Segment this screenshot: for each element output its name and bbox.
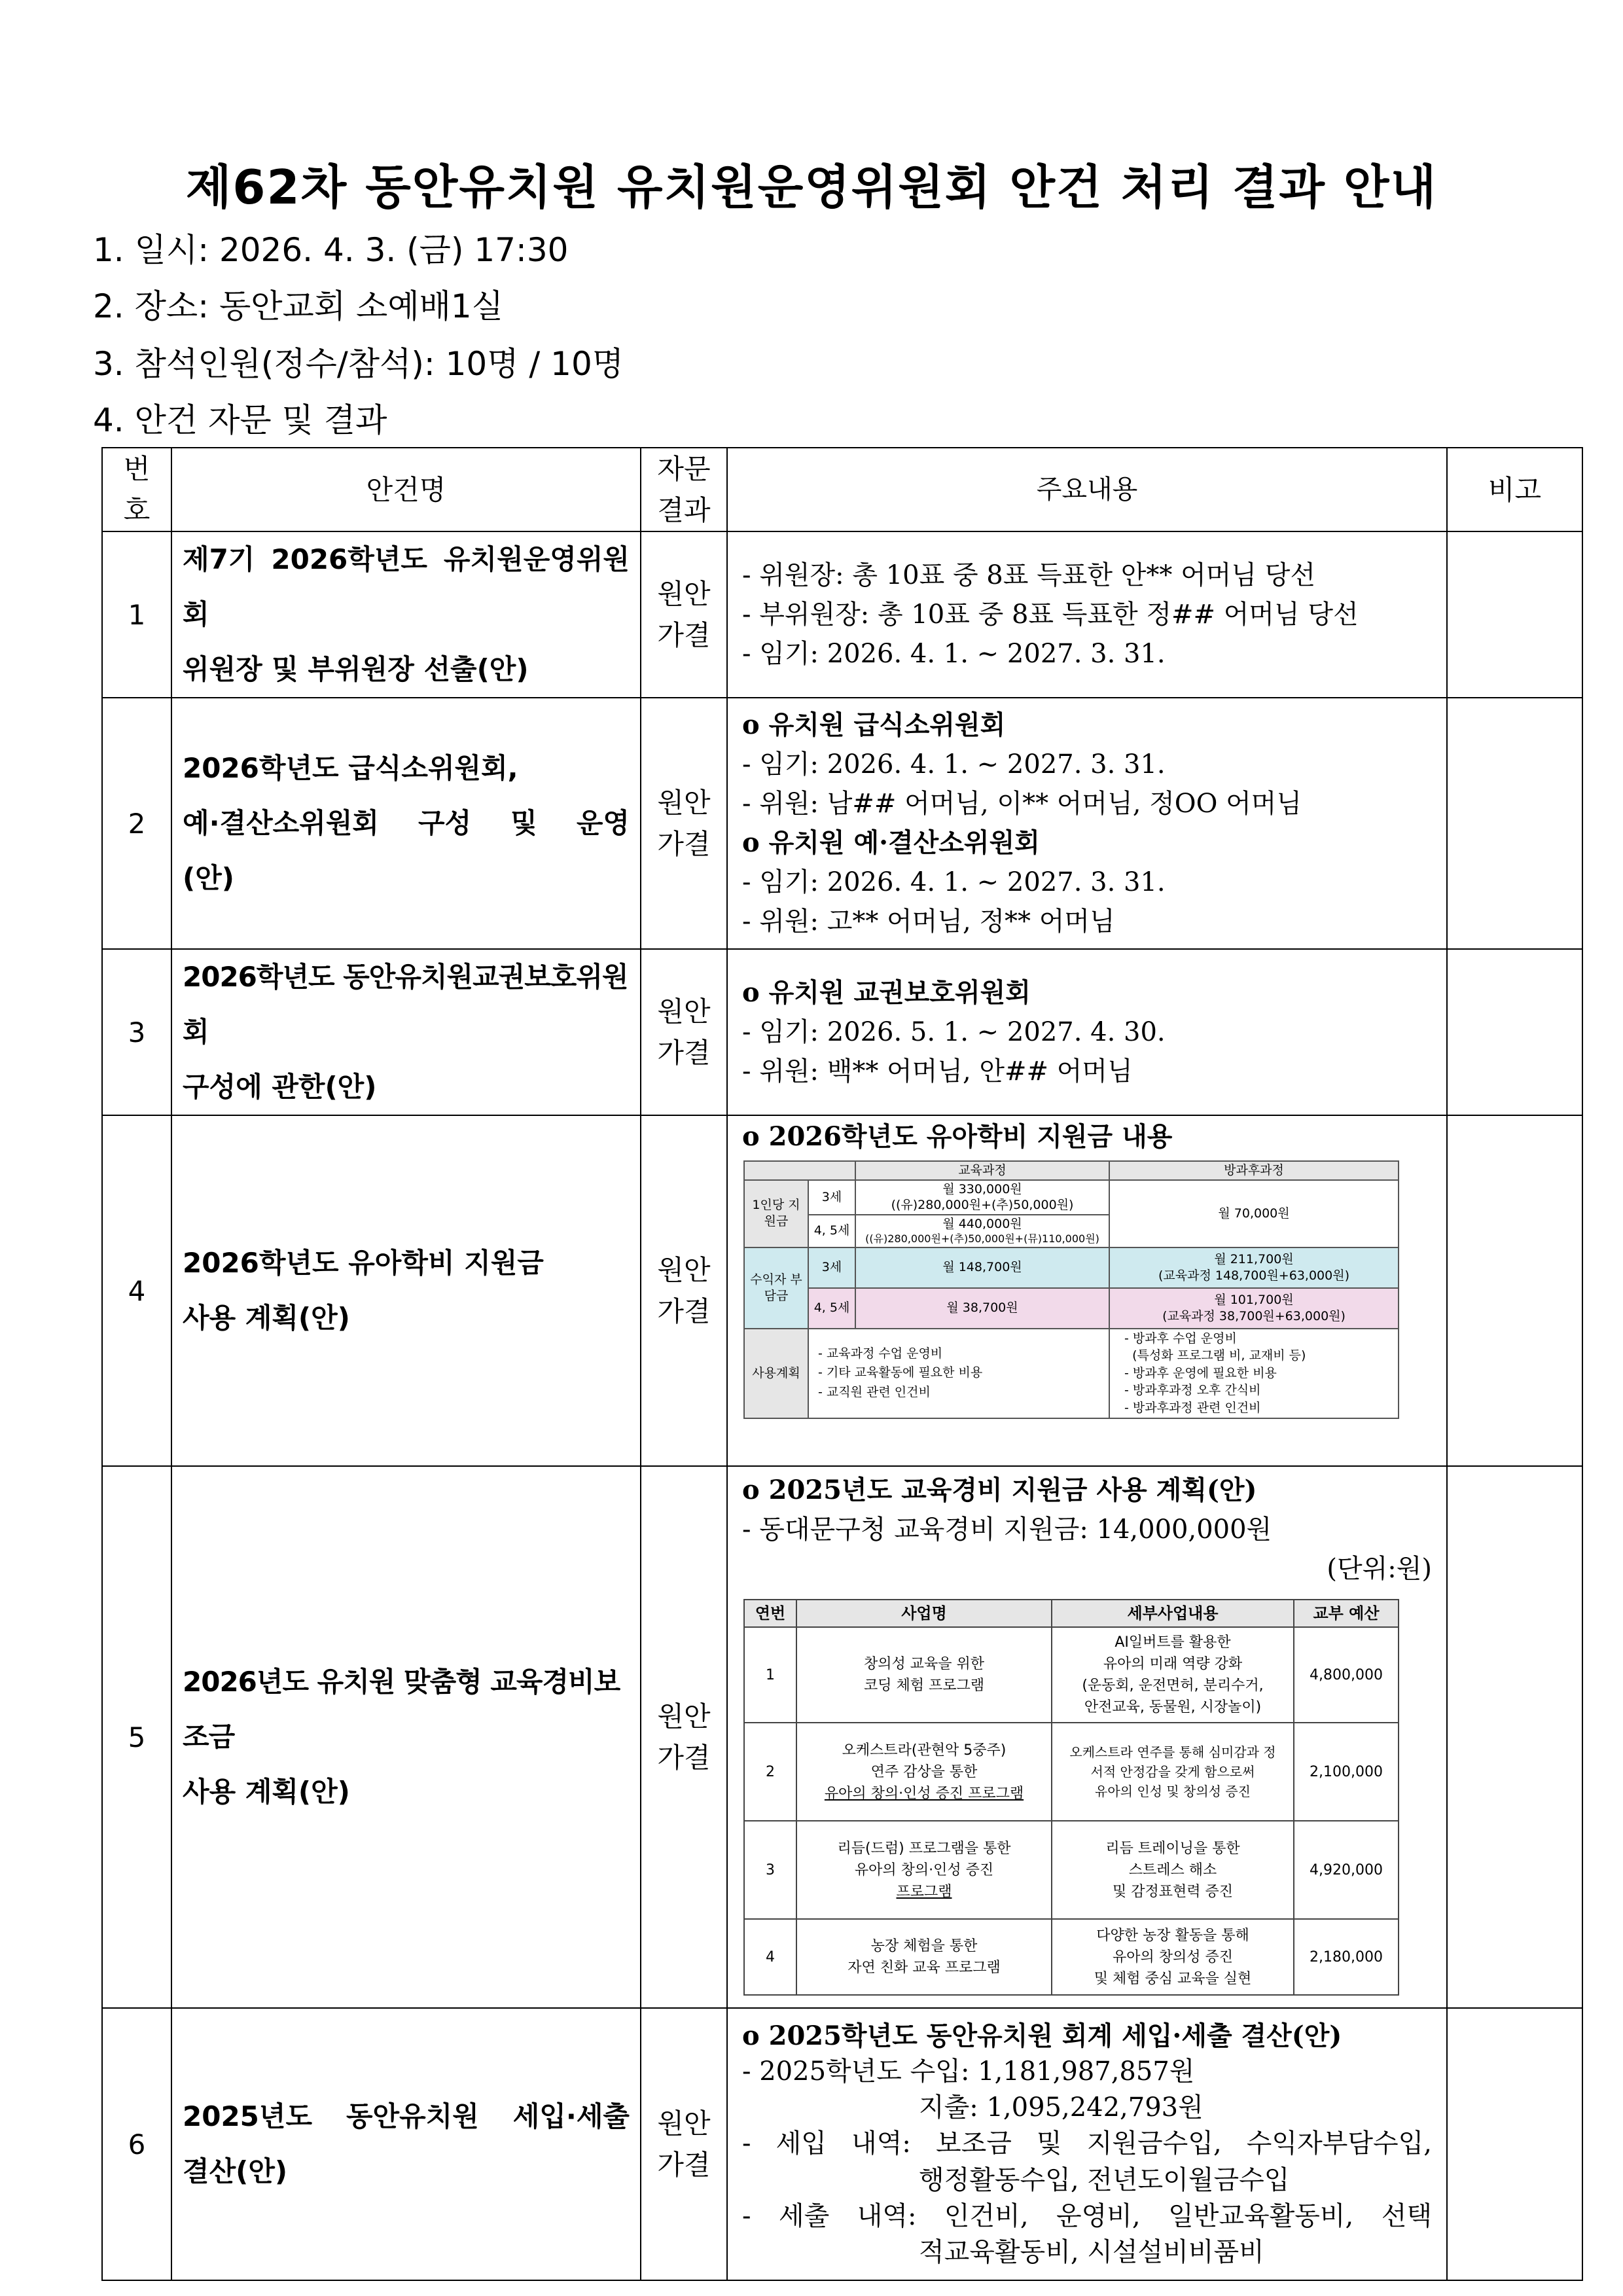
agenda-row: [102, 2008, 1582, 2280]
budget-name: 창의성 교육을 위한 코딩 체험 프로그램: [796, 1627, 1052, 1723]
budget-amount: 2,180,000: [1294, 1919, 1399, 1995]
budget-row: [744, 1627, 1399, 1723]
row-name: 2026학년도 유아학비 지원금 사용 계획(안): [171, 1115, 641, 1466]
tuition-burden-3-edu: 월 148,700원: [855, 1247, 1109, 1288]
agenda-row: [102, 949, 1582, 1115]
budget-detail: AI일버트를 활용한 유아의 미래 역량 강화 (운동회, 운전면허, 분리수거, 안전교육, 동물원, 시장놀이): [1052, 1627, 1294, 1723]
agenda-row: [102, 1115, 1582, 1466]
tuition-usage-edu: - 교육과정 수업 운영비 - 기타 교육활동에 필요한 비용 - 교직원 관련 인건비: [808, 1329, 1109, 1418]
row-num: 3: [102, 949, 171, 1115]
agenda-row: [102, 698, 1582, 949]
row-name: 2026학년도 동안유치원교권보호위원회 구성에 관한(안): [171, 949, 641, 1115]
budget-detail: 오케스트라 연주를 통해 심미감과 정 서적 안정감을 갖게 함으로써 유아의 인성 및 창의성 증진: [1052, 1723, 1294, 1821]
budget-detail: 리듬 트레이닝을 통한 스트레스 해소 및 감정표현력 증진: [1052, 1821, 1294, 1919]
tuition-age45: 4, 5세: [808, 1215, 855, 1247]
meta-date: 1. 일시: 2026. 4. 3. (금) 17:30: [93, 231, 569, 269]
tuition-after-support: 월 70,000원: [1109, 1180, 1399, 1247]
row-result: 원안 가결: [641, 1466, 727, 2008]
row-result: 원안 가결: [641, 531, 727, 698]
meta-attendance: 3. 참석인원(정수/참석): 10명 / 10명: [93, 345, 624, 383]
row-content: o 2025학년도 동안유치원 회계 세입·세출 결산(안) - 2025학년도 수입: 1,181,987,857원 지출: 1,095,242,793원 - 세입 내역: 보조금 및 지원금수입, 수익자부담수입, 행정활동수입, 전년도이월금수입 - 세출 내역: 인건비, 운영비, 일반교육활동비, 선택 적교육활동비, 시설설비비품비: [727, 2008, 1447, 2280]
tuition-usage-after: - 방과후 수업 운영비 (특성화 프로그램 비, 교재비 등) - 방과후 운영에 필요한 비용 - 방과후과정 오후 간식비 - 방과후과정 관련 인건비: [1109, 1329, 1399, 1418]
budget-row: [744, 1723, 1399, 1821]
budget-no: 3: [744, 1821, 796, 1919]
row-content: o 유치원 교권보호위원회 - 임기: 2026. 5. 1. ~ 2027. 4. 30. - 위원: 백** 어머님, 안## 어머님: [727, 949, 1447, 1115]
agenda-table: [101, 447, 1583, 2281]
row-num: 2: [102, 698, 171, 949]
header-note: 비고: [1447, 448, 1582, 531]
row-content: o 2025년도 교육경비 지원금 사용 계획(안) - 동대문구청 교육경비 지원금: 14,000,000원 (단위:원) 연번 사업명 세부사업내용 교부 예산 1 창의성 교육을 위한 코딩 체험 프로그램 AI일버트를 활용한 유아의 미래 역량 강화 (운동회, 운전면허, 분리수거, 안전교육, 동물원, 시장놀이) 4,800,000 2 오케스트라(관현악 5중주) 연주 감상을 통한 유아의 창의·인성 증진 프로그램 오케스트라 연주를 통해 심미감과 정 서적 안정감을 갖게 함으로써 유아의 인성 및 창의성 증진 2,100,000 3 리듬(드럼) 프로그램을 통한 유아의 창의·인성 증진 프로그램 리듬 트레이닝을 통한 스트레스 해소 및 감정표현력 증진 4,920,000 4 농장 체험을 통한 자연 친화 교육 프로그램 다양한 농장 활동을 통해 유아의 창의성 증진 및 체험 중심 교육을 실현 2,180,000: [727, 1466, 1447, 2008]
tuition-burden-45-after: 월 101,700원 (교육과정 38,700원+63,000원): [1109, 1288, 1399, 1329]
budget-header-name: 사업명: [796, 1600, 1052, 1627]
meta-section-heading: 4. 안건 자문 및 결과: [93, 401, 387, 439]
tuition-age3: 3세: [808, 1180, 855, 1215]
agenda-row: [102, 531, 1582, 698]
budget-row: [744, 1821, 1399, 1919]
budget-no: 4: [744, 1919, 796, 1995]
page-title: 제62차 동안유치원 유치원운영위원회 안건 처리 결과 안내: [185, 160, 1438, 215]
tuition-burden-label: 수익자 부담금: [744, 1247, 808, 1329]
tuition-burden-3-after: 월 211,700원 (교육과정 148,700원+63,000원): [1109, 1247, 1399, 1288]
budget-header-detail: 세부사업내용: [1052, 1600, 1294, 1627]
budget-amount: 4,800,000: [1294, 1627, 1399, 1723]
agenda-header-row: [102, 448, 1582, 531]
row-content: - 위원장: 총 10표 중 8표 득표한 안** 어머님 당선 - 부위원장: 총 10표 중 8표 득표한 정## 어머님 당선 - 임기: 2026. 4. 1. ~ 2027. 3. 31.: [727, 531, 1447, 698]
education-budget-table: [743, 1599, 1399, 1996]
budget-amount: 2,100,000: [1294, 1723, 1399, 1821]
header-num: 번 호: [102, 448, 171, 531]
header-name: 안건명: [171, 448, 641, 531]
row-result: 원안 가결: [641, 949, 727, 1115]
tuition-corner-cell: [744, 1161, 855, 1180]
row-result: 원안 가결: [641, 2008, 727, 2280]
tuition-burden-age3: 3세: [808, 1247, 855, 1288]
budget-no: 2: [744, 1723, 796, 1821]
header-result: 자문 결과: [641, 448, 727, 531]
row-content: o 2026학년도 유아학비 지원금 내용 교육과정 방과후과정 1인당 지원금 3세 월 330,000원 ((유)280,000원+(추)50,000원) 월 70,000원 4, 5세 월 440,000원 ((유)280,000원+(추)50,000원+(뮤)110,000원) 수익자 부담금 3세 월 148,700원 월 211,700원 (교육과정 148,700원+63,000원) 4, 5세 월 38,700원 월 101,700원 (교육과정 38,700원+63,000원) 사용계획 - 교육과정 수업 운영비 - 기타 교육활동에 필요한 비용 - 교직원 관련 인건비 - 방과후 수업 운영비 (특성화 프로그램 비, 교재비 등) - 방과후 운영에 필요한 비용 - 방과후과정 오후 간식비 - 방과후과정 관련 인건비: [727, 1115, 1447, 1466]
tuition-burden-age45: 4, 5세: [808, 1288, 855, 1329]
tuition-header-edu: 교육과정: [855, 1161, 1109, 1180]
tuition-per-person-45: 월 440,000원 ((유)280,000원+(추)50,000원+(뮤)110,000원): [855, 1215, 1109, 1247]
row-note: [1447, 698, 1582, 949]
row-num: 6: [102, 2008, 171, 2280]
row-num: 1: [102, 531, 171, 698]
tuition-per-person-label: 1인당 지원금: [744, 1180, 808, 1247]
tuition-burden-45-edu: 월 38,700원: [855, 1288, 1109, 1329]
budget-detail: 다양한 농장 활동을 통해 유아의 창의성 증진 및 체험 중심 교육을 실현: [1052, 1919, 1294, 1995]
row-note: [1447, 2008, 1582, 2280]
row-result: 원안 가결: [641, 1115, 727, 1466]
header-content: 주요내용: [727, 448, 1447, 531]
budget-no: 1: [744, 1627, 796, 1723]
row-name: 2025년도 동안유치원 세입·세출 결산(안): [171, 2008, 641, 2280]
agenda-row: [102, 1466, 1582, 2008]
row-note: [1447, 1466, 1582, 2008]
budget-row: [744, 1919, 1399, 1995]
budget-amount: 4,920,000: [1294, 1821, 1399, 1919]
budget-name: 농장 체험을 통한 자연 친화 교육 프로그램: [796, 1919, 1052, 1995]
row-num: 4: [102, 1115, 171, 1466]
tuition-usage-label: 사용계획: [744, 1329, 808, 1418]
row-content: o 유치원 급식소위원회 - 임기: 2026. 4. 1. ~ 2027. 3. 31. - 위원: 남## 어머님, 이** 어머님, 정OO 어머님 o 유치원 예·결산소위원회 - 임기: 2026. 4. 1. ~ 2027. 3. 31. - 위원: 고** 어머님, 정** 어머님: [727, 698, 1447, 949]
row-note: [1447, 531, 1582, 698]
row-name: 제7기 2026학년도 유치원운영위원회 위원장 및 부위원장 선출(안): [171, 531, 641, 698]
budget-header-no: 연번: [744, 1600, 796, 1627]
tuition-per-person-3: 월 330,000원 ((유)280,000원+(추)50,000원): [855, 1180, 1109, 1215]
budget-name: 리듬(드럼) 프로그램을 통한 유아의 창의·인성 증진 프로그램: [796, 1821, 1052, 1919]
meta-place: 2. 장소: 동안교회 소예배1실: [93, 287, 504, 325]
budget-name: 오케스트라(관현악 5중주) 연주 감상을 통한 유아의 창의·인성 증진 프로그램: [796, 1723, 1052, 1821]
row-note: [1447, 949, 1582, 1115]
row-num: 5: [102, 1466, 171, 2008]
row-note: [1447, 1115, 1582, 1466]
row-name: 2026년도 유치원 맞춤형 교육경비보조금 사용 계획(안): [171, 1466, 641, 2008]
budget-header-amount: 교부 예산: [1294, 1600, 1399, 1627]
row-name: 2026학년도 급식소위원회, 예·결산소위원회 구성 및 운영 (안): [171, 698, 641, 949]
row-result: 원안 가결: [641, 698, 727, 949]
tuition-support-table: [743, 1160, 1399, 1419]
tuition-header-after: 방과후과정: [1109, 1161, 1399, 1180]
